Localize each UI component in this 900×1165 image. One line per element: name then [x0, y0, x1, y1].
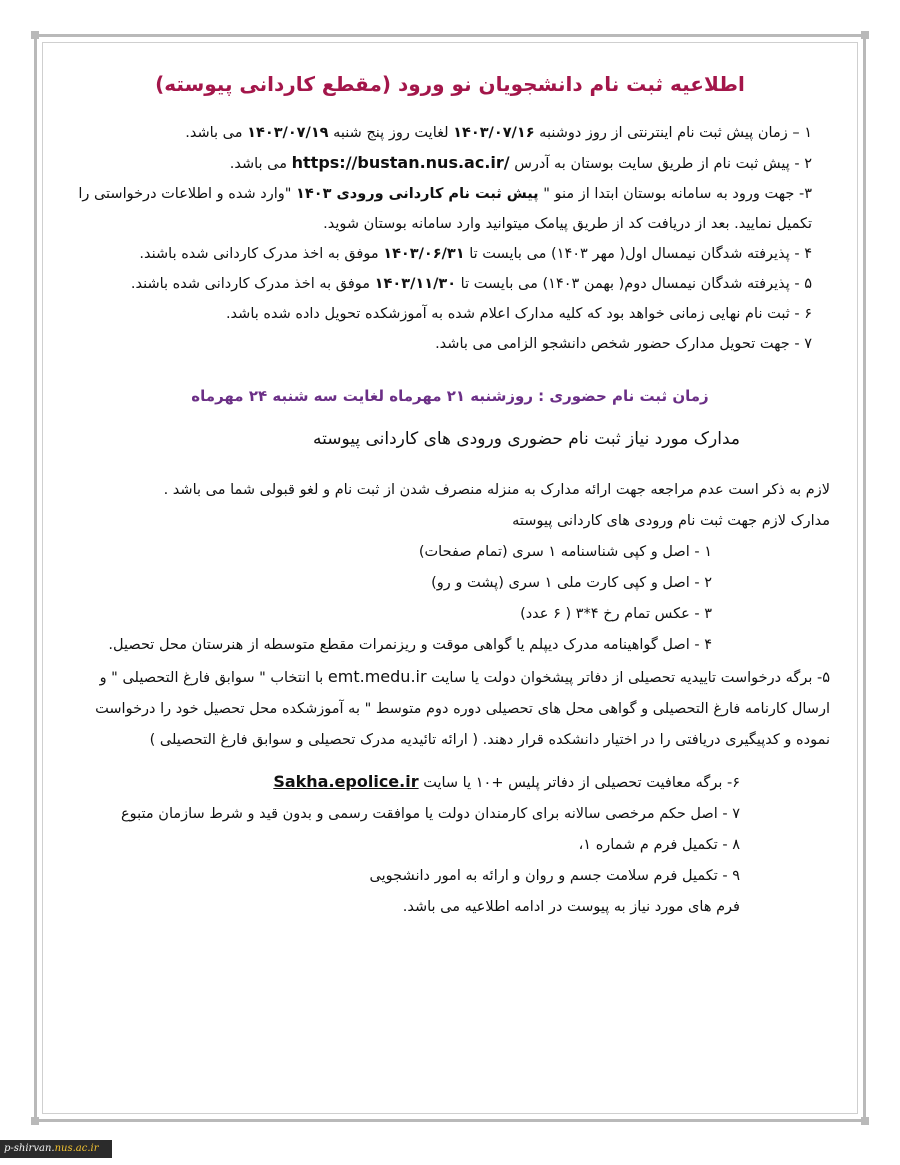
doc-item-8: ۸ - تکمیل فرم م شماره ۱، [578, 837, 740, 853]
doc-item-7: ۷ - اصل حکم مرخصی سالانه برای کارمندان دولت یا موافقت رسمی و بدون قید و شرط سازمان متبوع [121, 806, 740, 822]
site-watermark: p-shirvan.nus.ac.ir [0, 1140, 112, 1158]
step-1: ۱ – زمان پیش ثبت نام اینترنتی از روز دوشنبه ۱۴۰۳/۰۷/۱۶ لغایت روز پنج شنبه ۱۴۰۳/۰۷/۱۹ می باشد. [185, 125, 812, 141]
doc-item-4: ۴ - اصل گواهینامه مدرک دیپلم یا گواهی موقت و ریزنمرات مقطع متوسطه از هنرستان محل تحصیل. [108, 637, 712, 653]
docs-intro: لازم به ذکر است عدم مراجعه جهت ارائه مدارک به منزله منصرف شدن از ثبت نام و لغو قبولی شما می باشد . [163, 482, 830, 498]
doc-item-5: ۵- برگه درخواست تاییدیه تحصیلی از دفاتر پیشخوان دولت یا سایت emt.medu.ir با انتخاب " سوابق فارغ التحصیلی " و ارسال کارنامه فارغ التحصیلی و گواهی محل های تحصیلی دوره دوم متوسط " به آموزشکده محل تحصیل خود را درخواست نموده و کدپیگیری دریافتی را در اختیار دانشکده قرار دهند. ( ارائه تائیدیه مدرک تحصیلی و سوابق فارغ التحصیلی ) [95, 667, 830, 748]
in-person-registration-time: زمان ثبت نام حضوری : روزشنبه ۲۱ مهرماه لغایت سه شنبه ۲۴ مهرماه [191, 387, 709, 405]
frame-corner [861, 1117, 869, 1125]
step-2: ۲ - پیش ثبت نام از طریق سایت بوستان به آدرس https://bustan.nus.ac.ir/ می باشد. [229, 153, 812, 172]
docs-attachment-note: فرم های مورد نیاز به پیوست در ادامه اطلاعیه می باشد. [402, 899, 740, 915]
step-5: ۵ - پذیرفته شدگان نیمسال دوم( بهمن ۱۴۰۳) می بایست تا ۱۴۰۳/۱۱/۳۰ موفق به اخذ مدرک کاردانی شده باشند. [130, 276, 812, 292]
required-documents-heading: مدارک مورد نیاز ثبت نام حضوری ورودی های کاردانی پیوسته [312, 429, 740, 449]
step-6: ۶ - ثبت نام نهایی زمانی خواهد بود که کلیه مدارک اعلام شده به آموزشکده تحویل داده شده باشد. [225, 306, 812, 322]
sakha-epolice-link[interactable]: Sakha.epolice.ir [273, 772, 419, 791]
required-documents [70, 475, 830, 923]
frame-corner [31, 1117, 39, 1125]
step-3: ۳- جهت ورود به سامانه بوستان ابتدا از منو " پیش ثبت نام کاردانی ورودی ۱۴۰۳ "وارد شده و اطلاعات درخواستی را تکمیل نمایید. بعد از دریافت کد از طریق پیامک میتوانید وارد سامانه بوستان شوید. [78, 186, 812, 232]
page-title: اطلاعیه ثبت نام دانشجویان نو ورود (مقطع کاردانی پیوسته) [155, 72, 745, 96]
registration-steps [70, 118, 830, 359]
announcement-body [70, 66, 830, 923]
step-4: ۴ - پذیرفته شدگان نیمسال اول( مهر ۱۴۰۳) می بایست تا ۱۴۰۳/۰۶/۳۱ موفق به اخذ مدرک کاردانی شده باشند. [139, 246, 812, 262]
step-7: ۷ - جهت تحویل مدارک حضور شخص دانشجو الزامی می باشد. [435, 336, 812, 352]
bustan-link[interactable]: https://bustan.nus.ac.ir/ [291, 153, 510, 172]
doc-item-1: ۱ - اصل و کپی شناسنامه ۱ سری (تمام صفحات) [418, 544, 712, 560]
doc-item-2: ۲ - اصل و کپی کارت ملی ۱ سری (پشت و رو) [431, 575, 712, 591]
emt-medu-link[interactable]: emt.medu.ir [327, 667, 427, 686]
doc-item-6: ۶- برگه معافیت تحصیلی از دفاتر پلیس +۱۰ یا سایت Sakha.epolice.ir [273, 772, 740, 791]
doc-item-3: ۳ - عکس تمام رخ ۴*۳ ( ۶ عدد) [520, 606, 712, 622]
frame-corner [31, 31, 39, 39]
doc-item-9: ۹ - تکمیل فرم سلامت جسم و روان و ارائه به امور دانشجویی [369, 868, 740, 884]
frame-corner [861, 31, 869, 39]
docs-intro-2: مدارک لازم جهت ثبت نام ورودی های کاردانی پیوسته [512, 513, 830, 529]
